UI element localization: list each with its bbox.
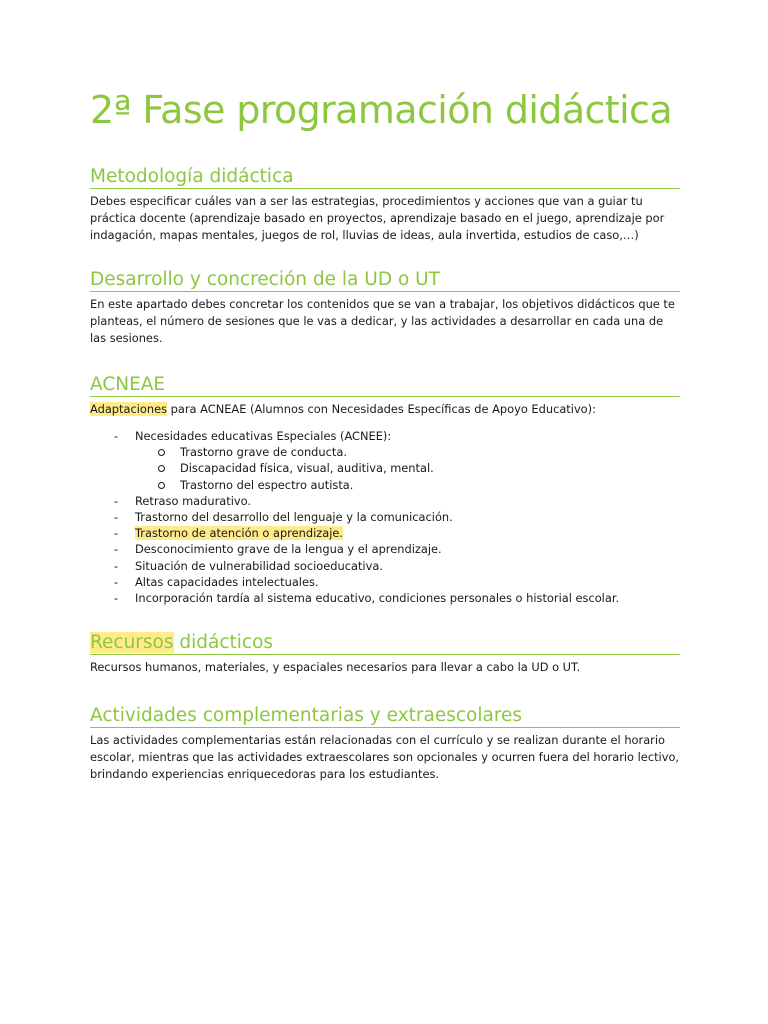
list-item — [90, 590, 680, 606]
list-item — [90, 493, 680, 509]
list-item — [90, 541, 680, 557]
section-paragraph: En este apartado debes concretar los contenidos que se van a trabajar, los objetivos didácticos que te planteas, el número de sesiones que le vas a dedicar, y las actividades a desarrollar en cada una de las sesiones. — [90, 297, 675, 345]
sublist-item-text: Discapacidad física, visual, auditiva, mental. — [180, 461, 434, 476]
acnee-sublist — [135, 444, 680, 493]
intro-text: para ACNEAE (Alumnos con Necesidades Específicas de Apoyo Educativo): — [167, 402, 596, 416]
list-item-text: Trastorno del desarrollo del lenguaje y la comunicación. — [135, 510, 453, 525]
list-item-text: Altas capacidades intelectuales. — [135, 574, 319, 589]
section-heading: Desarrollo y concreción de la UD o UT — [90, 269, 680, 292]
list-item-text: Situación de vulnerabilidad socioeducativa. — [135, 558, 383, 573]
list-item — [90, 525, 680, 541]
list-item — [90, 558, 680, 574]
dash-bullet: - — [114, 510, 119, 525]
dash-bullet: - — [114, 574, 119, 589]
sublist-item-text: Trastorno del espectro autista. — [180, 477, 354, 492]
section-paragraph: Debes especificar cuáles van a ser las estrategias, procedimientos y acciones que van a guiar tu práctica docente (aprendizaje basado en proyectos, aprendizaje basado en el juego, aprendizaje por indagación, mapas mentales, juegos de rol, lluvias de ideas, aula invertida, estudios de caso,…) — [90, 194, 665, 242]
heading-text: didácticos — [173, 632, 274, 653]
dash-bullet: - — [114, 493, 119, 508]
highlighted-heading-text: Recursos — [90, 632, 174, 653]
section-paragraph: Recursos humanos, materiales, y espaciales necesarios para llevar a cabo la UD o UT. — [90, 660, 581, 674]
dash-bullet: - — [114, 542, 119, 557]
list-item-text: Incorporación tardía al sistema educativo, condiciones personales o historial escolar. — [135, 591, 620, 606]
sublist-item — [135, 460, 680, 476]
circle-bullet-icon — [158, 449, 165, 456]
sublist-item — [135, 444, 680, 460]
section-acneae — [90, 374, 680, 606]
page-title: 2ª Fase programación didáctica — [90, 88, 673, 132]
sublist-item-text: Trastorno grave de conducta. — [180, 445, 347, 460]
circle-bullet-icon — [158, 482, 165, 489]
section-recursos — [90, 632, 680, 676]
list-item-text: Desconocimiento grave de la lengua y el aprendizaje. — [135, 542, 442, 557]
highlighted-text: Adaptaciones — [90, 402, 168, 416]
list-item-text: Retraso madurativo. — [135, 493, 252, 508]
list-item — [90, 509, 680, 525]
section-heading — [90, 632, 680, 655]
section-desarrollo — [90, 269, 680, 347]
section-heading: Actividades complementarias y extraescolares — [90, 705, 680, 728]
section-paragraph: Las actividades complementarias están relacionadas con el currículo y se realizan durante el horario escolar, mientras que las actividades extraescolares son opcionales y ocurren fuera del horario lectivo, brindando experiencias enriquecedoras para los estudiantes. — [90, 733, 680, 781]
section-metodologia — [90, 166, 680, 244]
section-actividades — [90, 705, 680, 783]
dash-bullet: - — [114, 526, 119, 541]
section-heading: ACNEAE — [90, 374, 680, 397]
list-item — [90, 428, 680, 493]
circle-bullet-icon — [158, 465, 165, 472]
dash-bullet: - — [114, 591, 119, 606]
section-heading: Metodología didáctica — [90, 166, 680, 189]
acneae-list — [90, 428, 680, 606]
list-item — [90, 574, 680, 590]
list-item-text: Necesidades educativas Especiales (ACNEE): — [135, 429, 392, 443]
section-intro — [90, 401, 680, 418]
dash-bullet: - — [114, 429, 119, 443]
list-item-text-highlighted: Trastorno de atención o aprendizaje. — [135, 526, 343, 541]
dash-bullet: - — [114, 558, 119, 573]
sublist-item — [135, 477, 680, 493]
